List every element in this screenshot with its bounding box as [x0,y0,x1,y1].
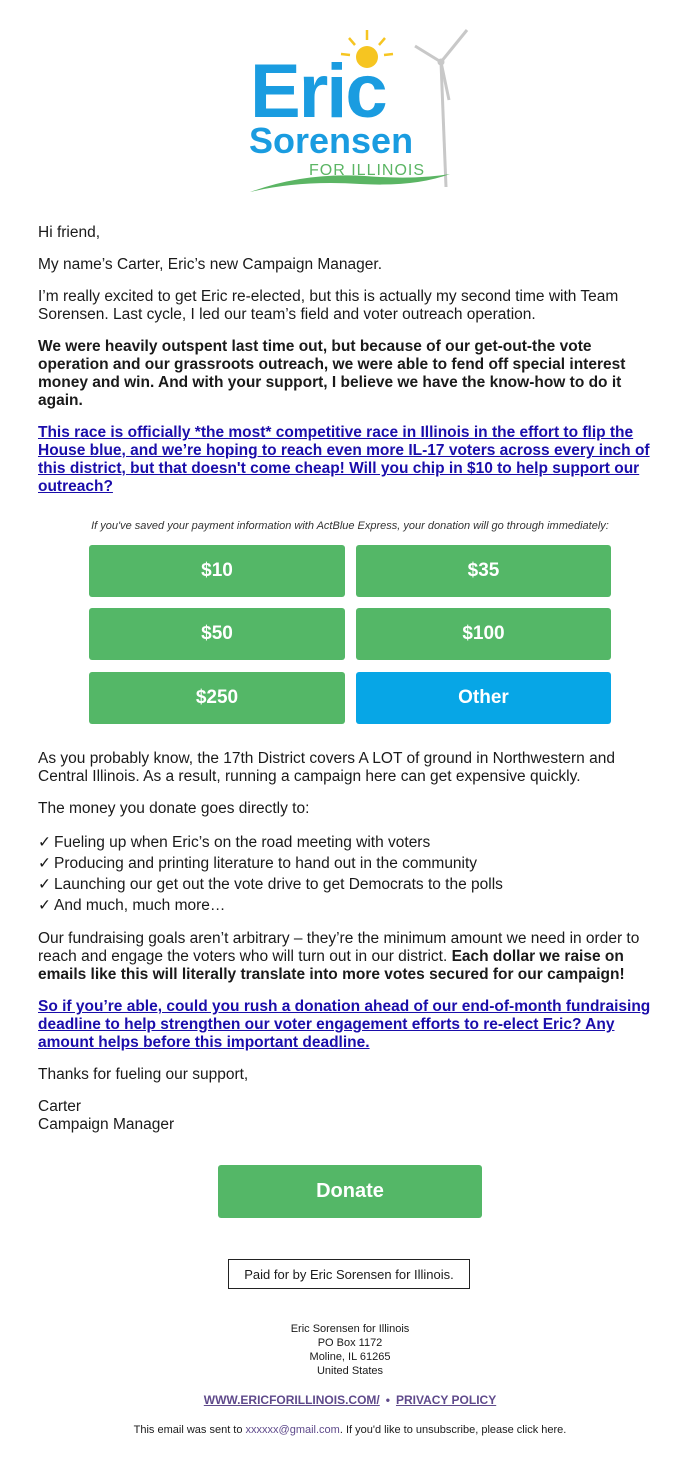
paragraph-2-bold: We were heavily outspent last time out, but because of our get-out-the vote operation and our grassroots outreach, we were able to fend off special interest money and win. And with your support, I believe we have the know-how to do it again. [38,338,626,409]
donate-50-button[interactable]: $50 [89,608,345,660]
privacy-policy-link[interactable]: PRIVACY POLICY [395,1393,497,1407]
recipient-email: xxxxxx@gmail.com [245,1424,340,1436]
website-link[interactable]: WWW.ERICFORILLINOIS.COM/ [203,1393,380,1407]
unsubscribe-footer: This email was sent to xxxxxx@gmail.com. If you'd like to unsubscribe, please click here. [133,1424,567,1436]
separator: • [385,1393,390,1407]
paragraph-4: The money you donate goes directly to: [38,800,310,817]
check-icon: ✓ [38,855,51,872]
mailing-address: Eric Sorensen for Illinois PO Box 1172 Moline, IL 61265 United States [290,1323,410,1377]
list-item: ✓ Launching our get out the vote drive to get Democrats to the polls [38,876,503,893]
donate-10-button[interactable]: $10 [89,545,345,597]
paid-for-disclaimer: Paid for by Eric Sorensen for Illinois. [228,1259,470,1289]
cta-link-2[interactable]: So if you’re able, could you rush a donation ahead of our end-of-month fundraising deadline to help strengthen our voter engagement efforts to re-elect Eric? Any amount helps before this important deadline. [38,998,651,1051]
actblue-express-note: If you've saved your payment information with ActBlue Express, your donation will go through immediately: [91,520,609,532]
intro-paragraph: My name’s Carter, Eric’s new Campaign Manager. [38,256,383,273]
donate-other-button[interactable]: Other [356,672,611,724]
logo-name: Eric [250,49,386,134]
campaign-logo [245,22,470,197]
greeting: Hi friend, [38,224,101,241]
donate-100-button[interactable]: $100 [356,608,611,660]
paragraph-5: Our fundraising goals aren’t arbitrary – they’re the minimum amount we need in order to reach and engage the voters who will turn out in our district. Each dollar we raise on emails like this will literally translate into more votes secured for our campaign! [38,930,640,983]
footer-links [0,1393,700,1407]
list-item: ✓ And much, much more… [38,897,226,914]
list-item: ✓ Fueling up when Eric’s on the road meeting with voters [38,834,431,851]
check-icon: ✓ [38,876,51,893]
signoff: Thanks for fueling our support, [38,1066,249,1083]
list-item: ✓ Producing and printing literature to hand out in the community [38,855,478,872]
check-icon: ✓ [38,897,51,914]
donate-35-button[interactable]: $35 [356,545,611,597]
check-icon: ✓ [38,834,51,851]
donate-button[interactable]: Donate [218,1165,482,1218]
paragraph-1: I’m really excited to get Eric re-elected, but this is actually my second time with Team Sorensen. Last cycle, I led our team’s field and voter outreach operation. [38,288,619,323]
email-body-2 [38,750,662,1134]
signature-title: Campaign Manager [38,1116,175,1133]
email-body [38,224,662,510]
cta-link-1[interactable]: This race is officially *the most* competitive race in Illinois in the effort to flip the House blue, and we’re hoping to reach even more IL-17 voters across every inch of this district, but that doesn't come cheap! Will you chip in $10 to help support our outreach? [38,424,650,495]
signature [38,1098,662,1134]
logo-surname: Sorensen [249,120,414,161]
checklist [38,832,662,916]
paragraph-3: As you probably know, the 17th District covers A LOT of ground in Northwestern and Central Illinois. As a result, running a campaign here can get expensive quickly. [38,750,615,785]
signature-name: Carter [38,1098,82,1115]
logo-tagline: FOR ILLINOIS [309,162,426,179]
donate-250-button[interactable]: $250 [89,672,345,724]
